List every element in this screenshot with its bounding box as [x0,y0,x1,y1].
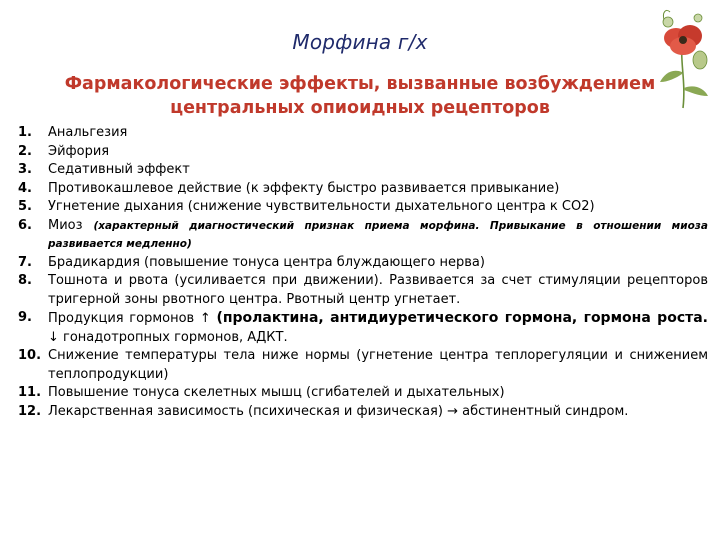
list-item [18,124,708,143]
list-number: 10. [18,348,42,363]
list-item [18,161,708,180]
subtitle-line-1: Фармакологические эффекты, вызванные возбуждением [64,74,656,94]
list-number: 6. [18,217,32,233]
list-item [18,403,708,422]
list-number: 1. [18,125,32,140]
list-number: 3. [18,162,32,177]
subtitle-line-2: центральных опиоидных рецепторов [170,98,550,118]
list-text: Седативный эффект [48,162,190,177]
list-text-a: Продукция гормонов ↑ [48,311,211,326]
list-text-c: ↓ гонадотропных гормонов, АДКТ. [48,329,288,345]
list-item [18,198,708,217]
list-text: Снижение температуры тела ниже нормы (угнетение центра теплорегуляции и снижением теплопродукции) [48,348,708,382]
list-text: Анальгезия [48,125,128,140]
list-item [18,309,708,347]
list-number: 12. [18,403,42,419]
effects-list [18,124,708,421]
poppy-flower-icon [652,2,714,110]
list-text: Миоз [48,217,83,233]
list-number: 11. [18,385,42,400]
list-item [18,384,708,403]
list-item [18,217,708,254]
list-text: Эйфория [48,143,110,159]
slide-subtitle [40,72,680,120]
list-item [18,254,708,273]
list-text: Тошнота и рвота (усиливается при движении). Развивается за счет стимуляции рецепторов тригерной зоны рвотного центра. Рвотный центр угнетает. [48,273,708,307]
list-text: Брадикардия (повышение тонуса центра блуждающего нерва) [48,254,485,270]
list-number: 4. [18,180,32,196]
list-text: Повышение тонуса скелетных мышц (сгибателей и дыхательных) [48,385,505,400]
list-text: Лекарственная зависимость (психическая и физическая) → абстинентный синдром. [48,403,629,419]
list-item [18,272,708,309]
list-number: 5. [18,199,32,214]
list-note: (характерный диагностический признак приема морфина. Привыкание в отношении миоза развивается медленно) [48,219,708,250]
slide-title: Морфина г/х [292,30,428,54]
list-number: 8. [18,273,32,288]
list-text-b: (пролактина, антидиуретического гормона, гормона роста. [216,310,708,326]
list-item [18,180,708,199]
list-text-with-note [48,217,708,254]
list-item [18,347,708,384]
list-item [18,143,708,162]
list-text: Противокашлевое действие (к эффекту быстро развивается привыкание) [48,180,560,196]
list-text: Угнетение дыхания (снижение чувствительности дыхательного центра к СО2) [48,199,595,214]
list-number: 2. [18,143,32,159]
list-number: 7. [18,254,32,270]
list-text-composite [48,309,708,347]
list-number: 9. [18,310,32,325]
